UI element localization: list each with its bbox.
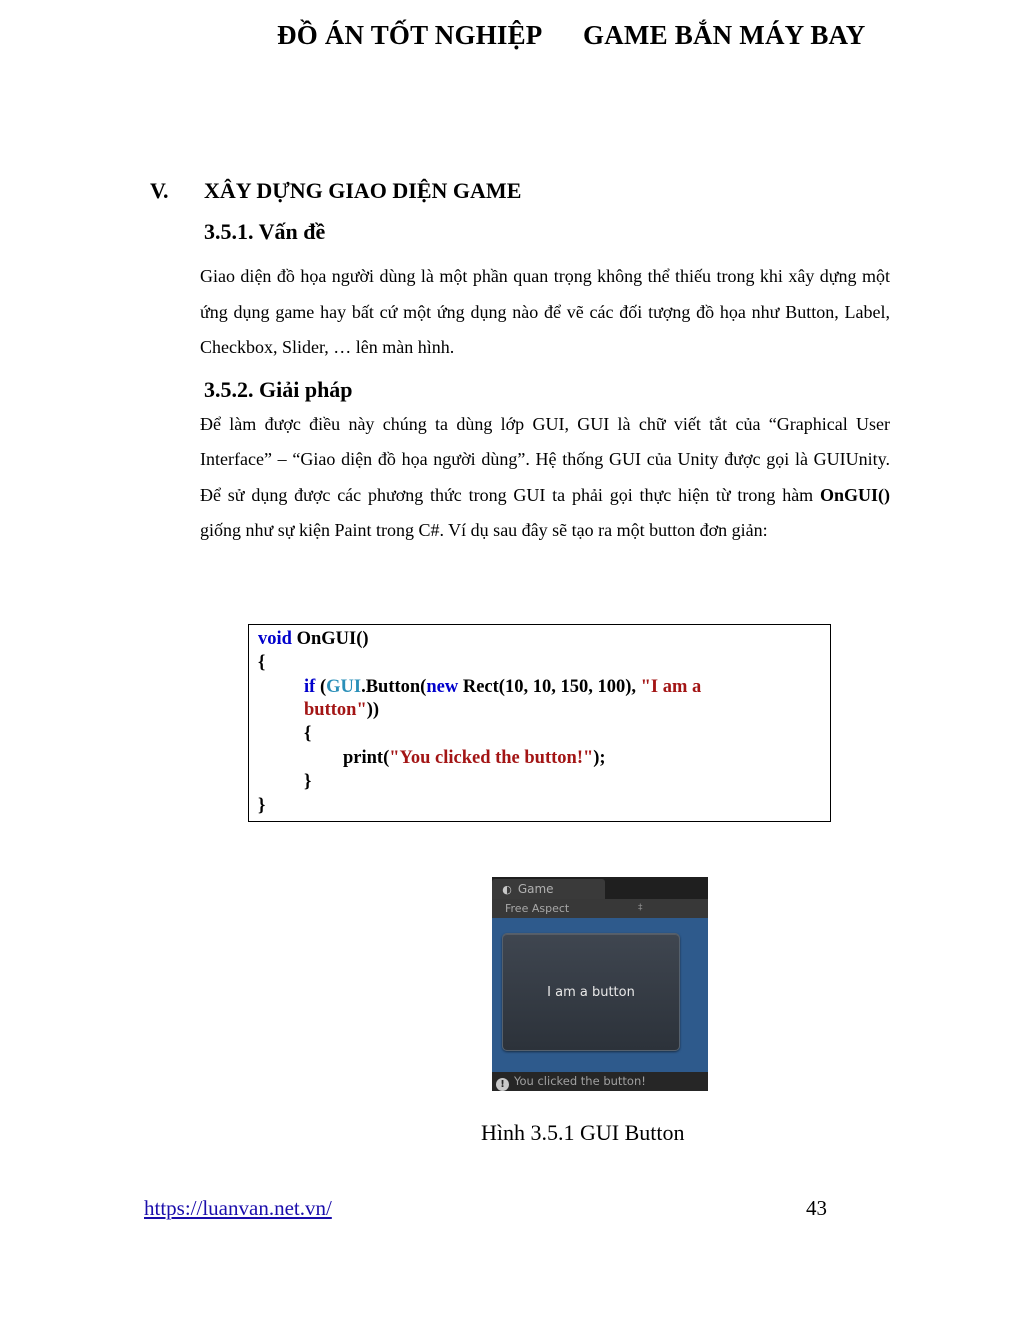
- code-keyword: new: [426, 676, 459, 697]
- footer-link[interactable]: https://luanvan.net.vn/: [144, 1196, 332, 1220]
- page-number: 43: [806, 1196, 827, 1220]
- game-tab-label: Game: [517, 882, 554, 896]
- subsection-title-solution: 3.5.2. Giải pháp: [204, 377, 353, 402]
- code-text: {: [258, 652, 266, 673]
- code-text: }: [304, 771, 312, 792]
- code-text: )): [366, 700, 380, 721]
- unity-icon: ◐: [502, 883, 512, 896]
- code-line: [258, 747, 830, 771]
- status-message: You clicked the button!: [514, 1074, 646, 1088]
- paragraph-problem: Giao diện đồ họa người dùng là một phần quan trọng không thể thiếu trong khi xây dựng một ứng dụng game hay bất cứ một ứng dụng nào để vẽ các đối tượng đồ họa như Button, Label, Checkbox, Slider, … lên màn hình.: [200, 266, 890, 357]
- section-title: XÂY DỰNG GIAO DIỆN GAME: [204, 178, 522, 203]
- paragraph-solution-part1: Để làm được điều này chúng ta dùng lớp GUI, GUI là chữ viết tắt của “Graphical User Interface” – “Giao diện đồ họa người dùng”. Hệ thống GUI của Unity được gọi là GUIUnity. Để sử dụng được các phương thức trong GUI ta phải gọi thực hiện từ trong hàm: [200, 414, 890, 505]
- game-toolbar: [492, 899, 708, 918]
- code-line: [258, 795, 830, 819]
- code-text: print(: [343, 747, 390, 768]
- code-keyword: void: [258, 629, 292, 649]
- game-tab[interactable]: [492, 879, 605, 899]
- game-tab-bar: [492, 877, 708, 899]
- aspect-dropdown[interactable]: Free Aspect: [505, 902, 570, 915]
- code-text: (: [315, 676, 327, 697]
- code-line: [258, 699, 830, 723]
- header-left-title: ĐỒ ÁN TỐT NGHIỆP: [277, 20, 543, 50]
- code-text: .Button(: [361, 676, 427, 697]
- code-text: );: [593, 747, 606, 768]
- info-icon: !: [496, 1078, 509, 1091]
- dropdown-arrows-icon[interactable]: ‡: [638, 903, 643, 913]
- section-number: V.: [150, 178, 169, 203]
- code-line: [258, 771, 830, 795]
- figure-caption: Hình 3.5.1 GUI Button: [481, 1120, 685, 1145]
- paragraph-solution-part2: giống như sự kiện Paint trong C#. Ví dụ sau đây sẽ tạo ra một button đơn giản:: [200, 519, 768, 540]
- code-line: [258, 652, 830, 676]
- code-block: [248, 624, 831, 822]
- code-line: [258, 676, 830, 700]
- header-right-title: GAME BẮN MÁY BAY: [583, 20, 866, 50]
- game-view-screenshot: [492, 877, 708, 1091]
- subsection-title-problem: 3.5.1. Vấn đề: [204, 219, 326, 244]
- paragraph-solution-ongui: OnGUI(): [819, 484, 890, 505]
- code-line: [258, 628, 830, 652]
- code-string: "I am a: [640, 676, 702, 697]
- gui-button-label: I am a button: [547, 984, 635, 1000]
- console-status-bar: [492, 1072, 708, 1091]
- code-text: {: [304, 724, 312, 745]
- code-string: "You clicked the button!": [389, 747, 594, 768]
- code-class: GUI: [326, 676, 362, 697]
- code-text: Rect(10, 10, 150, 100),: [458, 676, 641, 697]
- code-keyword: if: [304, 676, 316, 697]
- page-header: [0, 20, 1024, 60]
- code-line: [258, 723, 830, 747]
- paragraph-solution: [200, 407, 890, 548]
- code-string: button": [304, 700, 367, 721]
- gui-button[interactable]: [502, 933, 680, 1051]
- code-text: }: [258, 795, 266, 816]
- code-text: OnGUI(): [291, 629, 369, 649]
